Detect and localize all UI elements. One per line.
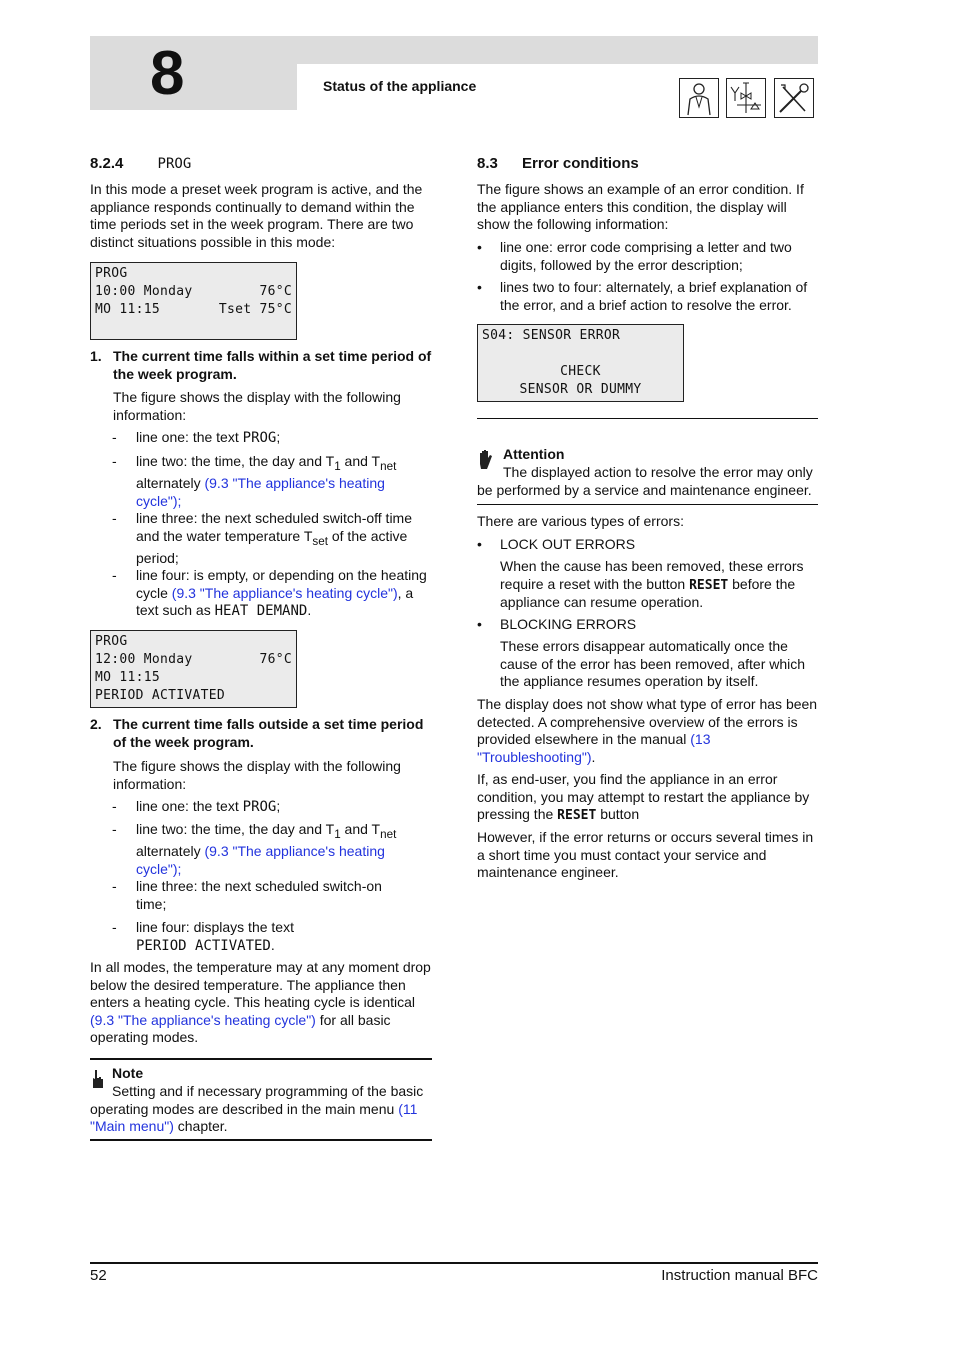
text: In all modes, the temperature may at any moment drop below the desired temperature. The appliance then enters a heating cycle. This heating cycle is identical [90, 959, 431, 1011]
code-text: PROG [242, 430, 277, 446]
subscript: net [380, 827, 397, 841]
link-heating-cycle[interactable]: (9.3 "The appliance's heating cycle") [171, 584, 398, 601]
display-text: 12:00 Monday [95, 652, 193, 667]
text: Setting and if necessary programming of the basic operating modes are described in the main menu [90, 1083, 424, 1117]
text: line one: the text [136, 429, 243, 445]
dash: - [112, 510, 117, 526]
display-line [95, 301, 292, 319]
text: button [596, 806, 640, 823]
text: . [591, 748, 596, 765]
bullet-item: lines two to four: alternately, a brief explanation of the error, and a brief action to resolve the error. [500, 279, 808, 313]
display-figure-2 [90, 630, 297, 708]
divider [477, 418, 818, 419]
dash: - [112, 567, 117, 583]
attention-text: The displayed action to resolve the error may only be performed by a service and maintenance engineer. [477, 464, 813, 498]
dash: - [112, 919, 117, 935]
code-text: PERIOD ACTIVATED [136, 937, 271, 954]
case-number: 1. [90, 348, 102, 364]
bullet: • [477, 536, 482, 552]
display-line [95, 651, 292, 669]
link-heating-cycle[interactable]: (9.3 "The appliance's heating cycle") [136, 843, 385, 877]
case-number: 2. [90, 716, 102, 732]
display-line: MO 11:15 [95, 670, 161, 685]
divider [90, 1058, 432, 1060]
link-heating-cycle[interactable]: (9.3 "The appliance's heating cycle") [136, 475, 385, 509]
text: and T [340, 821, 381, 837]
paragraph [477, 696, 818, 766]
display-text: 10:00 Monday [95, 284, 193, 299]
text: ; [177, 492, 182, 509]
bullet: • [477, 616, 482, 632]
display-text: 76°C [259, 284, 292, 299]
service-tools-icon [774, 78, 814, 118]
subscript: 1 [334, 827, 341, 841]
list-item [136, 919, 432, 955]
manual-title: Instruction manual BFC [661, 1267, 818, 1284]
display-line: PERIOD ACTIVATED [95, 688, 226, 703]
section-number: 8.2.4 [90, 155, 124, 172]
case-title: The current time falls outside a set time period of the week program. [113, 716, 424, 750]
list-item [136, 453, 432, 511]
intro-paragraph: In this mode a preset week program is active, and the appliance responds continually to demand within the time periods set in the week program. There are two distinct situations possible in this mode: [90, 181, 423, 250]
error-type-description: These errors disappear automatically once the cause of the error has been removed, after which the appliance resumes operation by itself. [500, 638, 806, 690]
end-user-icon [679, 78, 719, 118]
error-type-title: BLOCKING ERRORS [500, 616, 637, 632]
reset-key-text: RESET [557, 808, 597, 824]
link-heating-cycle[interactable]: (9.3 "The appliance's heating cycle") [90, 1011, 316, 1028]
text: If, as end-user, you find the appliance in an error condition, you may attempt to restart the appliance by pressing the [477, 771, 810, 823]
installer-schematic-icon [726, 78, 766, 118]
section-title: PROG [157, 156, 192, 172]
subscript: set [312, 534, 328, 548]
display-line: SENSOR OR DUMMY [519, 382, 642, 397]
error-type-description [500, 558, 818, 612]
chapter-title: Status of the appliance [323, 78, 477, 94]
display-line: PROG [95, 266, 128, 281]
list-item [136, 821, 432, 879]
divider [477, 504, 818, 505]
text: ; [276, 798, 281, 814]
display-line [95, 283, 292, 301]
link-troubleshooting[interactable]: (13 "Troubleshooting") [477, 731, 711, 765]
list-item [136, 429, 432, 448]
attention-title: Attention [503, 446, 565, 462]
case-description: The figure shows the display with the following information: [113, 389, 401, 423]
paragraph [477, 771, 818, 825]
text: The display does not show what type of error has been detected. A comprehensive overview of the errors is provided elsewhere in the manual [477, 696, 818, 748]
text: alternately [136, 475, 205, 492]
bullet: • [477, 239, 482, 255]
error-display-figure [477, 324, 684, 402]
text: . [270, 936, 275, 953]
list-item: line three: the next scheduled switch-on time; [136, 878, 382, 912]
text: before the appliance can resume operation. [500, 575, 796, 611]
note-text [90, 1083, 432, 1136]
case-description: The figure shows the display with the following information: [113, 758, 401, 792]
reset-key-text: RESET [689, 577, 729, 593]
paragraph: However, if the error returns or occurs several times in a short time you must contact your service and maintenance engineer. [477, 829, 814, 881]
case-title: The current time falls within a set time period of the week program. [113, 348, 432, 382]
code-text: HEAT DEMAND [214, 603, 308, 620]
text: of the active period; [136, 527, 408, 566]
text: line three: the next scheduled switch-off time and the water temperature T [136, 510, 413, 544]
text: ; [276, 429, 281, 445]
display-text: 76°C [259, 652, 292, 667]
note-title: Note [112, 1065, 144, 1081]
text: ; [177, 860, 182, 877]
display-line [482, 345, 679, 363]
text: , a text such as [136, 584, 414, 619]
display-text: Tset 75°C [218, 302, 292, 317]
section-number: 8.3 [477, 155, 498, 172]
link-main-menu[interactable]: (11 "Main menu") [90, 1100, 418, 1135]
display-line: PROG [95, 634, 128, 649]
section-heading-8-3 [477, 155, 639, 173]
text: chapter. [173, 1118, 228, 1135]
list-item [136, 798, 432, 817]
section-heading-8-2-4 [90, 155, 191, 174]
display-line: S04: SENSOR ERROR [482, 328, 621, 343]
text: line four: displays the text [136, 919, 294, 935]
list-item [136, 510, 432, 568]
display-figure-1 [90, 262, 297, 340]
display-text: MO 11:15 [95, 302, 161, 317]
text: When the cause has been removed, these errors require a reset with the button [500, 558, 804, 592]
text: line two: the time, the day and T [136, 821, 335, 837]
text: and T [340, 453, 381, 469]
dash: - [112, 821, 117, 837]
dash: - [112, 429, 117, 445]
subscript: 1 [334, 459, 341, 473]
chapter-number: 8 [150, 39, 185, 108]
divider [90, 1139, 432, 1141]
dash: - [112, 878, 117, 894]
text: alternately [136, 843, 205, 860]
text: . [307, 602, 312, 619]
types-intro: There are various types of errors: [477, 513, 684, 529]
intro-paragraph: The figure shows an example of an error condition. If the appliance enters this condition, the display will show the following information: [477, 181, 804, 233]
text: for all basic operating modes. [90, 1011, 391, 1046]
outro-paragraph [90, 959, 432, 1047]
list-item [136, 567, 432, 621]
text: line one: the text [136, 798, 243, 814]
text: line two: the time, the day and T [136, 453, 335, 469]
display-line: CHECK [560, 364, 601, 379]
dash: - [112, 453, 117, 469]
dash: - [112, 798, 117, 814]
footer-rule [90, 1262, 818, 1264]
subscript: net [380, 459, 397, 473]
error-type-title: LOCK OUT ERRORS [500, 536, 636, 552]
bullet: • [477, 279, 482, 295]
code-text: PROG [242, 799, 277, 815]
page-number: 52 [90, 1267, 107, 1284]
bullet-item: line one: error code comprising a letter and two digits, followed by the error description; [500, 239, 792, 273]
text: line four: is empty, or depending on the heating cycle [136, 567, 427, 601]
section-title: Error conditions [522, 155, 639, 172]
